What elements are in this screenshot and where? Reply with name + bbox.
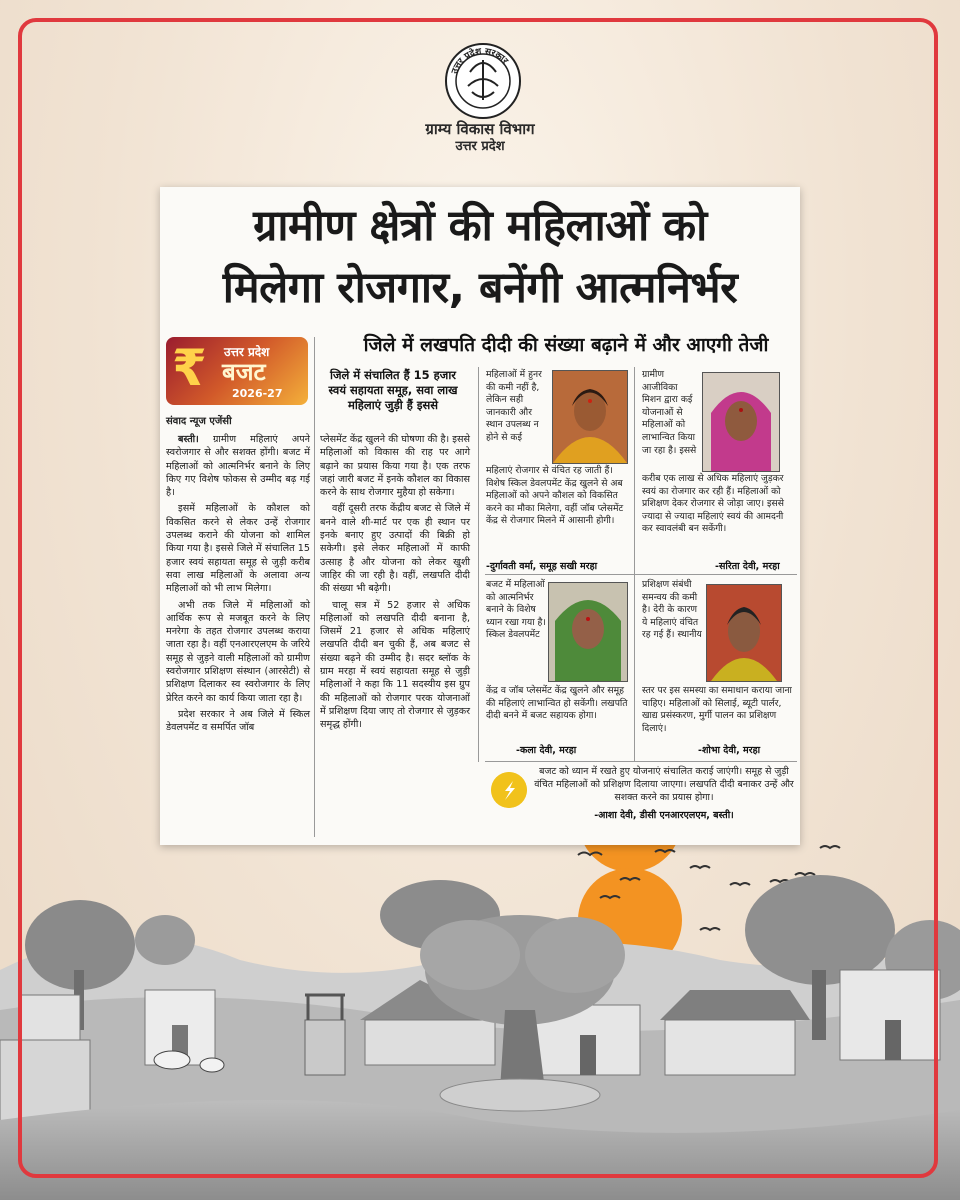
quote-4-name: -शोभा देवी, मरहा	[698, 745, 761, 756]
budget-logo-year: 2026-27	[232, 387, 283, 400]
paragraph: प्लेसमेंट केंद्र खुलने की घोषणा की है। इससे महिलाओं को विकास की राह पर आगे बढ़ाने का प्रयास किया गया है। एक तरफ जहां जारी बजट में इनके कौशल का विकास करने के साथ रोजगार मुहैया हो सकेगा।	[320, 434, 470, 499]
paragraph: बस्ती। ग्रामीण महिलाएं अपने स्वरोजगार से और सशक्त होंगी। बजट में महिलाओं को आत्मनिर्भर बनाने के लिए किए गए विशेष फोकस से उम्मीद बढ़ गई है।	[166, 434, 310, 499]
row-rule	[485, 574, 797, 575]
box-heading: जिले में संचालित हैं 15 हजार स्वयं सहायता समूह, सवा लाख महिलाएं जुड़ी हैं इससे	[328, 368, 458, 412]
photo-durgavati	[552, 370, 628, 464]
up-govt-emblem	[444, 42, 522, 120]
paragraph: प्रदेश सरकार ने अब जिले में स्किल डेवलपमेंट व समर्पित जॉब	[166, 708, 310, 734]
paragraph: अभी तक जिले में महिलाओं को आर्थिक रूप से मजबूत करने के लिए मनरेगा के तहत रोजगार उपलब्ध कराया जाता रहा है। वहीं एनआरएलएम के जरिये समूह से जुड़ने वाली महिलाओं को ग्रामीण स्वरोजगार प्रशिक्षण संस्थान (आरसेटी) से प्रशिक्षण दिलाकर स्व स्वरोजगार के लिए प्रेरित करने का कार्य किया जाता रहा है।	[166, 599, 310, 704]
quote-4-bottom: स्तर पर इस समस्या का समाधान कराया जाना चाहिए। महिलाओं को सिलाई, ब्यूटी पार्लर, खाद्य प्रसंस्करण, मुर्गी पालन का प्रशिक्षण दिलाएं।	[642, 685, 792, 734]
quote-4-top: प्रशिक्षण संबंधी समन्वय की कमी है। देरी के कारण ये महिलाएं वंचित रह गई हैं। स्थानीय	[642, 579, 702, 641]
quote-1-bottom: महिलाएं रोजगार से वंचित रह जाती हैं। विशेष स्किल डेवलपमेंट केंद्र खुलने से अब महिलाओं को अपने कौशल को विकसित करने का मौका मिलेगा, वहीं जॉब प्लेसमेंट केंद्र से रोजगार मिलने में आसानी होगी।	[486, 465, 624, 527]
photo-shobha	[706, 584, 782, 682]
budget-logo-word: बजट	[222, 358, 266, 386]
column-rule	[314, 337, 315, 837]
column-rule	[478, 367, 479, 762]
quote-3-name: -कला देवी, मरहा	[516, 745, 577, 756]
quote-2-name: -सरिता देवी, मरहा	[715, 561, 780, 572]
paragraph: चालू सत्र में 52 हजार से अधिक महिलाओं को लखपति दीदी बनाना है, जिसमें 21 हजार से अधिक महिलाएं लखपति दीदी बन चुकी हैं, अब बजट से संख्या बढ़ने की उम्मीद है। सदर ब्लॉक के ग्राम मरहा में स्वयं सहायता समूह से जुड़ी महिलाओं ने कहा कि 11 सदस्यीय इस ग्रुप की महिलाओं को रोजगार परक योजनाओं में प्रशिक्षण दिया जाए तो रोजगार से जुड़कर समृद्ध होंगी।	[320, 599, 470, 731]
agency-byline: संवाद न्यूज एजेंसी	[166, 416, 232, 427]
headline-line-2: मिलेगा रोजगार, बनेंगी आत्मनिर्भर	[222, 263, 738, 313]
column-rule	[634, 367, 635, 762]
department-name: ग्राम्य विकास विभाग	[425, 120, 535, 138]
official-quote-text: बजट को ध्यान में रखते हुए योजनाएं संचालित कराई जाएंगी। समूह से जुड़ी वंचित महिलाओं को प्रशिक्षण दिलाया जाएगा। लखपति दीदी बनाकर उन्हें और सशक्त करने का प्रयास होगा।	[534, 766, 794, 803]
emblem-text: उत्तर प्रदेश सरकार	[450, 46, 510, 76]
rupee-icon: ₹	[172, 339, 207, 397]
photo-kala	[548, 582, 628, 682]
department-title	[380, 120, 580, 155]
official-quote-box	[485, 761, 797, 832]
department-state: उत्तर प्रदेश	[455, 139, 505, 154]
newspaper-clipping	[160, 187, 800, 845]
photo-sarita	[702, 372, 780, 472]
quote-3-top: बजट में महिलाओं को आत्मनिर्भर बनाने के विशेष ध्यान रखा गया है। स्किल डेवलपमेंट	[486, 579, 546, 641]
quote-1-top: महिलाओं में हुनर की कमी नहीं है, लेकिन सही जानकारी और स्थान उपलब्ध न होने से कई	[486, 369, 542, 443]
quote-3-bottom: केंद्र व जॉब प्लेसमेंट केंद्र खुलने और समूह की महिलाएं लाभान्वित हो सकेंगी। लखपति दीदी बनने में बजट सहायक होगा।	[486, 685, 628, 722]
budget-logo-state: उत्तर प्रदेश	[224, 345, 270, 359]
paragraph: वहीं दूसरी तरफ केंद्रीय बजट से जिले में बनने वाले शी-मार्ट पर एक ही स्थान पर इनके बनाए हुए उत्पादों की बिक्री हो सकेगी। इसे लेकर महिलाओं में काफी उत्साह है और योजना को लेकर खुशी जाहिर की जा रही है। वहीं, लखपति दीदी की संख्या भी बढ़ेगी।	[320, 503, 470, 595]
headline-line-1: ग्रामीण क्षेत्रों की महिलाओं को	[253, 201, 707, 251]
official-quote-name: -आशा देवी, डीसी एनआरएलएम, बस्ती।	[594, 810, 734, 821]
headline	[160, 195, 800, 319]
quote-2-bottom: करीब एक लाख से अधिक महिलाएं जुड़कर स्वयं का रोजगार कर रही हैं। महिलाओं को प्रशिक्षण देकर रोजगार से जोड़ा जाए। इससे ज्यादा से ज्यादा महिलाएं स्वयं की आमदनी कर स्वावलंबी बन सकेंगी।	[642, 473, 784, 535]
budget-logo	[166, 337, 308, 405]
subheadline: जिले में लखपति दीदी की संख्या बढ़ाने में और आएगी तेजी	[363, 334, 769, 356]
quote-2-top: ग्रामीण आजीविका मिशन द्वारा कई योजनाओं से महिलाओं को लाभान्वित किया जा रहा है। इससे	[642, 369, 697, 456]
paragraph: इसमें महिलाओं के कौशल को विकसित करने से लेकर उन्हें रोजगार उपलब्ध कराने की योजना को शामिल किया गया है। इससे जिले में संचालित 15 हजार स्वयं सहायता समूह से जुड़ी करीब सवा लाख महिलाओं के अलावा अन्य महिलाओं को भी लाभ मिलेगा।	[166, 503, 310, 595]
article-column-1	[166, 433, 310, 738]
article-column-2	[320, 433, 470, 735]
quote-1-name: -दुर्गावती वर्मा, समूह सखी मरहा	[486, 561, 598, 572]
quote-badge-icon	[491, 772, 527, 808]
